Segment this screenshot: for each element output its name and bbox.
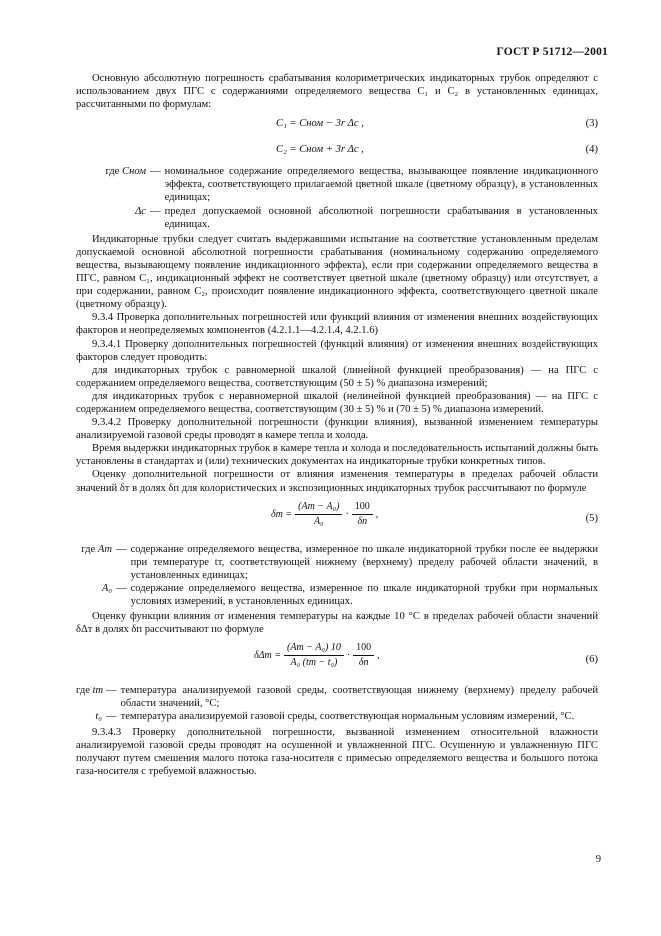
document-code: ГОСТ Р 51712—2001 xyxy=(496,46,608,58)
section-9-3-4-1: 9.3.4.1 Проверку дополнительных погрешностей (функций влияния) от изменения внешних воздействующих факторов следует проводить: xyxy=(76,338,598,363)
definition-text: температура анализируемой газовой среды, соответствующая нормальным условиям измерений, °С. xyxy=(120,711,575,723)
formula-3 xyxy=(76,111,598,137)
definition-symbol: tт xyxy=(92,685,104,697)
formula-6-expression: δΔт = $\frac{\text{(Aт − A₀) 10}}{\text{A₀ (tт − t₀)}}$ · $\frac{100}{\delta п}$ , xyxy=(254,642,380,669)
formula-5-number: (5) xyxy=(585,512,598,524)
definition-item: A₀ — содержание определяемого вещества, измеренное по шкале индикаторной трубки при нормальных условиях измерений, в установленных единицах. xyxy=(101,582,598,607)
estimate-paragraph: Оценку дополнительной погрешности от влияния изменения температуры в пределах рабочей области значений δт в долях δп для колористических и экспозиционных индикаторных трубок рассчитывают по формуле xyxy=(76,469,598,494)
section-9-3-4-2: 9.3.4.2 Проверку дополнительной погрешности (функции влияния), вызванной изменением температуры анализируемой газовой среды проводят в камере тепла и холода. xyxy=(76,417,598,442)
definition-item: где Aт — содержание определяемого вещества, измеренное по шкале индикаторной трубки после ее выдержки при температуре tт, соответствующей нижнему (верхнему) пределу рабочей области значений, в установленных единицах; xyxy=(81,543,598,581)
intro-paragraph: Основную абсолютную погрешность срабатывания колориметрических индикаторных трубок определяют с использованием двух ПГС с содержаниями определяемого вещества C₁ и C₂ в установленных единицах, рассчитанными по формулам: xyxy=(76,73,598,111)
definition-symbol: A₀ xyxy=(101,582,112,594)
formula-3-number: (3) xyxy=(585,118,598,130)
nonuniform-scale-paragraph: для индикаторных трубок с неравномерной шкалой (нелинейной функцией преобразования) — на ПГС с содержанием определяемого вещества, соответствующим (30 ± 5) % и (70 ± 5) % диапазона измерений. xyxy=(76,390,598,415)
tubes-paragraph: Индикаторные трубки следует считать выдержавшими испытание на соответствие установленным пределам допускаемой основной абсолютной погрешности срабатывания (номинальному содержанию определяемого вещества, вызывающему появление индикационного эффекта), если при содержании определяемого вещества в ПГС, равном C₁, индикационный эффект не соответствует цветной шкале (цветному образцу) или отсутствует, а при содержании, равном C₂, происходит появление индикационного эффекта, соответствующего цветной шкале (цветному образцу). xyxy=(76,233,598,311)
definition-symbol: t₀ xyxy=(95,711,102,723)
formula-5 xyxy=(76,499,598,539)
exposure-paragraph: Время выдержки индикаторных трубок в камере тепла и холода и последовательность испытаний должны быть установлены в стандартах и (или) технических документах на индикаторные трубки конкретных типов. xyxy=(76,443,598,468)
definition-text: предел допускаемой основной абсолютной погрешности срабатывания в установленных единицах. xyxy=(164,205,598,230)
definitions-list-2 xyxy=(76,543,598,608)
formula-4-number: (4) xyxy=(585,144,598,156)
formula-6-number: (6) xyxy=(585,654,598,666)
definition-item: Δc — предел допускаемой основной абсолютной погрешности срабатывания в установленных единицах. xyxy=(135,205,598,230)
definition-item: где tт — температура анализируемой газовой среды, соответствующая нижнему (верхнему) пределу рабочей области значений, °С; xyxy=(76,685,598,710)
definitions-list-3 xyxy=(76,684,598,723)
definition-item: t₀ — температура анализируемой газовой среды, соответствующая нормальным условиям измерений, °С. xyxy=(76,710,598,723)
definition-text: содержание определяемого вещества, измеренное по шкале индикаторной трубки после ее выдержки при температуре tт, соответствующей нижнему (верхнему) пределу рабочей области значений, в установленных единицах; xyxy=(130,543,598,581)
section-9-3-4: 9.3.4 Проверка дополнительных погрешностей или функций влияния от изменения внешних воздействующих факторов и неопределяемых компонентов (4.2.1.1—4.2.1.4, 4.2.1.6) xyxy=(76,312,598,337)
formula-4-expression: C₂ = Cном + 3r Δc , xyxy=(276,144,364,156)
definition-symbol: Δc xyxy=(135,205,146,217)
uniform-scale-paragraph: для индикаторных трубок с равномерной шкалой (линейной функцией преобразования) — на ПГС с содержанием определяемого вещества, соответствующим (50 ± 5) % диапазона измерений; xyxy=(76,364,598,389)
formula-5-expression: δт = $\frac{\text{(Aт − A₀)}}{\text{A₀}}$ · $\frac{100}{\delta п}$ , xyxy=(271,500,379,527)
formula-6-fraction-2: $\frac{100}{\delta п}$ xyxy=(353,642,374,669)
formula-5-fraction: $\frac{\text{(Aт − A₀)}}{\text{A₀}}$ xyxy=(295,501,342,528)
definition-text: номинальное содержание определяемого вещества, вызывающее появление индикационного эффекта, соответствующего прилагаемой цветной шкале (цветному образцу), в установленных единицах; xyxy=(164,166,598,204)
definitions-list-1 xyxy=(76,165,598,230)
definition-item: где Cном — номинальное содержание определяемого вещества, вызывающее появление индикационного эффекта, соответствующего прилагаемой цветной шкале (цветному образцу), в установленных единицах; xyxy=(105,166,598,204)
formula-4 xyxy=(76,137,598,163)
section-9-3-4-3: 9.3.4.3 Проверку дополнительной погрешности, вызванной изменением относительной влажности анализируемой газовой среды проводят на осушенной и увлажненной ПГС. Осушенную и увлажненную ПГС получают путем смешения малого потока газа-носителя с примесью определяемого вещества и большого потока газа-носителя с требуемой влажностью. xyxy=(76,726,598,777)
definition-text: температура анализируемой газовой среды, соответствующая нижнему (верхнему) пределу рабочей области значений, °С; xyxy=(120,685,598,710)
definition-symbol: Aт xyxy=(97,543,112,555)
page-content xyxy=(76,72,598,778)
function-paragraph: Оценку функции влияния от изменения температуры на каждые 10 °С в пределах рабочей области значений δΔт в долях δп рассчитывают по формуле xyxy=(76,611,598,636)
formula-6-fraction: $\frac{\text{(Aт − A₀) 10}}{\text{A₀ (tт − t₀)}}$ xyxy=(284,642,344,669)
formula-3-expression: C₁ = Cном − 3r Δc , xyxy=(276,118,364,130)
formula-5-fraction-2: $\frac{100}{\delta п}$ xyxy=(352,501,373,528)
definition-symbol: Cном xyxy=(122,166,146,178)
page-number: 9 xyxy=(595,854,601,865)
formula-6 xyxy=(76,640,598,680)
definition-text: содержание определяемого вещества, измеренное по шкале индикаторной трубки при нормальных условиях измерений, в установленных единицах. xyxy=(130,582,598,607)
